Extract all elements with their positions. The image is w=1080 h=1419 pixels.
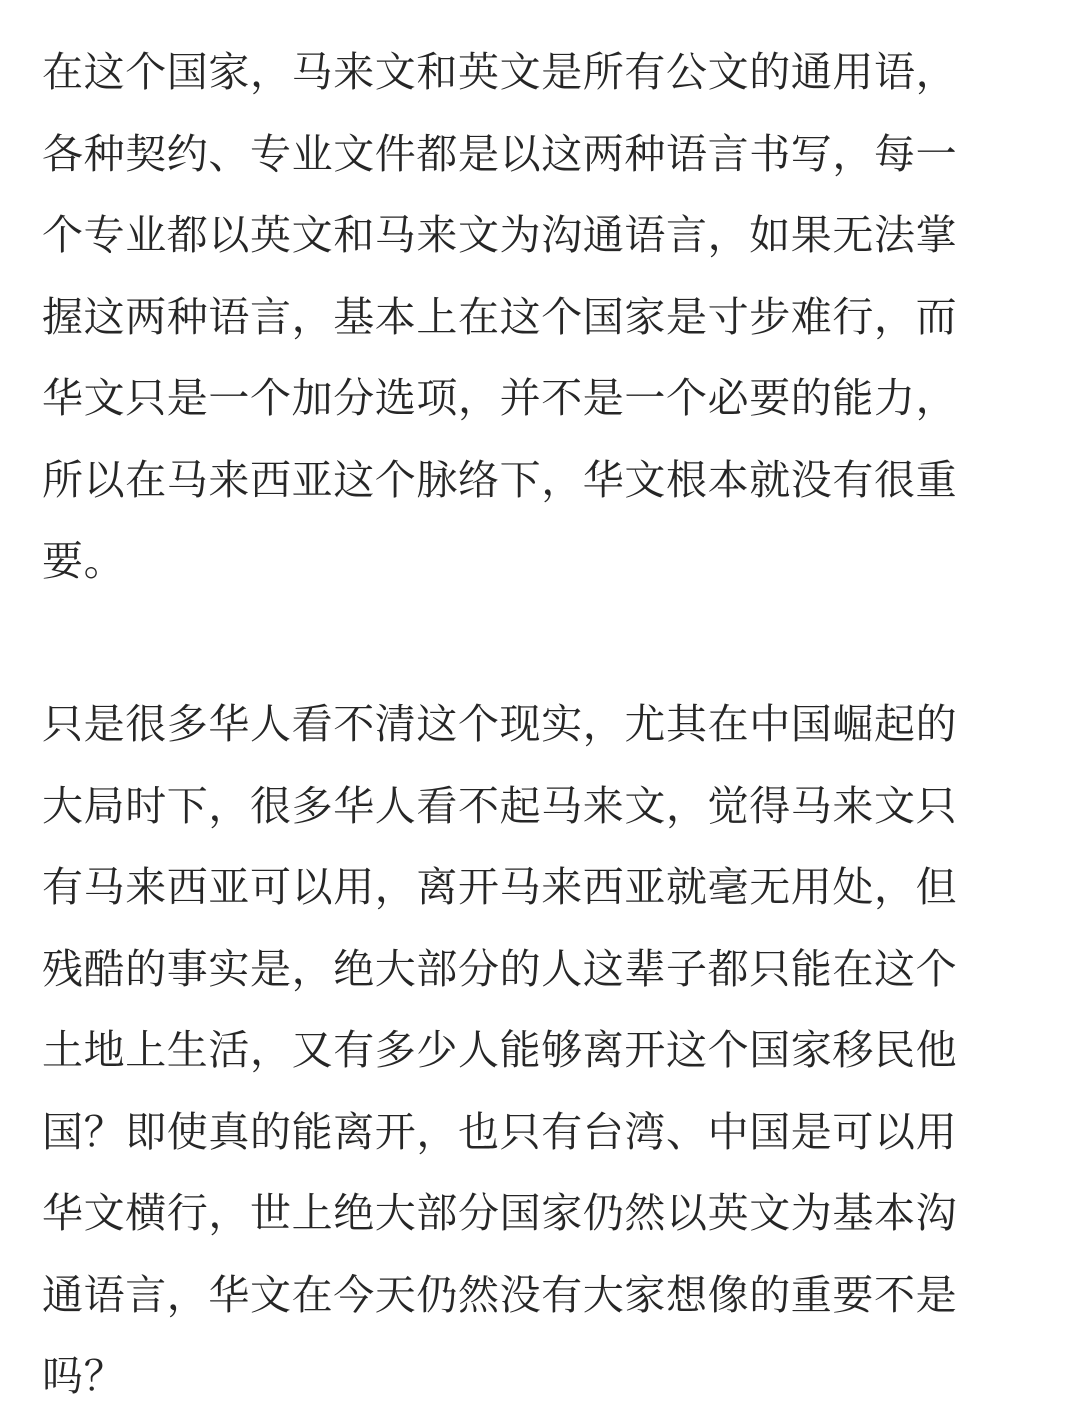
text-line: 残酷的事实是，绝大部分的人这辈子都只能在这个 [42, 944, 958, 993]
text-line: 只是很多华人看不清这个现实，尤其在中国崛起的 [42, 700, 958, 748]
text-line: 华文只是一个加分选项，并不是一个必要的能力， [42, 374, 958, 422]
paragraph-1 [42, 32, 1042, 603]
text-line: 土地上生活，又有多少人能够离开这个国家移民他 [42, 1026, 958, 1074]
text-line: 在这个国家，马来文和英文是所有公文的通用语， [42, 48, 958, 96]
text-line: 所以在马来西亚这个脉络下，华文根本就没有很重 [42, 455, 958, 504]
paragraph-2 [42, 684, 1042, 1418]
text-line: 各种契约、专业文件都是以这两种语言书写，每一 [42, 129, 958, 178]
text-line: 华文横行，世上绝大部分国家仍然以英文为基本沟 [42, 1189, 958, 1237]
text-line: 握这两种语言，基本上在这个国家是寸步难行，而 [42, 292, 958, 341]
text-line: 大局时下，很多华人看不起马来文，觉得马来文只 [42, 781, 958, 830]
article-body [42, 32, 1042, 1418]
text-line: 国？即使真的能离开，也只有台湾、中国是可以用 [42, 1107, 958, 1156]
paragraph-spacer [42, 603, 1042, 685]
text-line: 要。 [42, 537, 126, 585]
text-line: 有马来西亚可以用，离开马来西亚就毫无用处，但 [42, 863, 958, 911]
text-line: 吗？ [42, 1352, 126, 1400]
text-line: 通语言，华文在今天仍然没有大家想像的重要不是 [42, 1270, 958, 1319]
text-line: 个专业都以英文和马来文为沟通语言，如果无法掌 [42, 211, 958, 259]
